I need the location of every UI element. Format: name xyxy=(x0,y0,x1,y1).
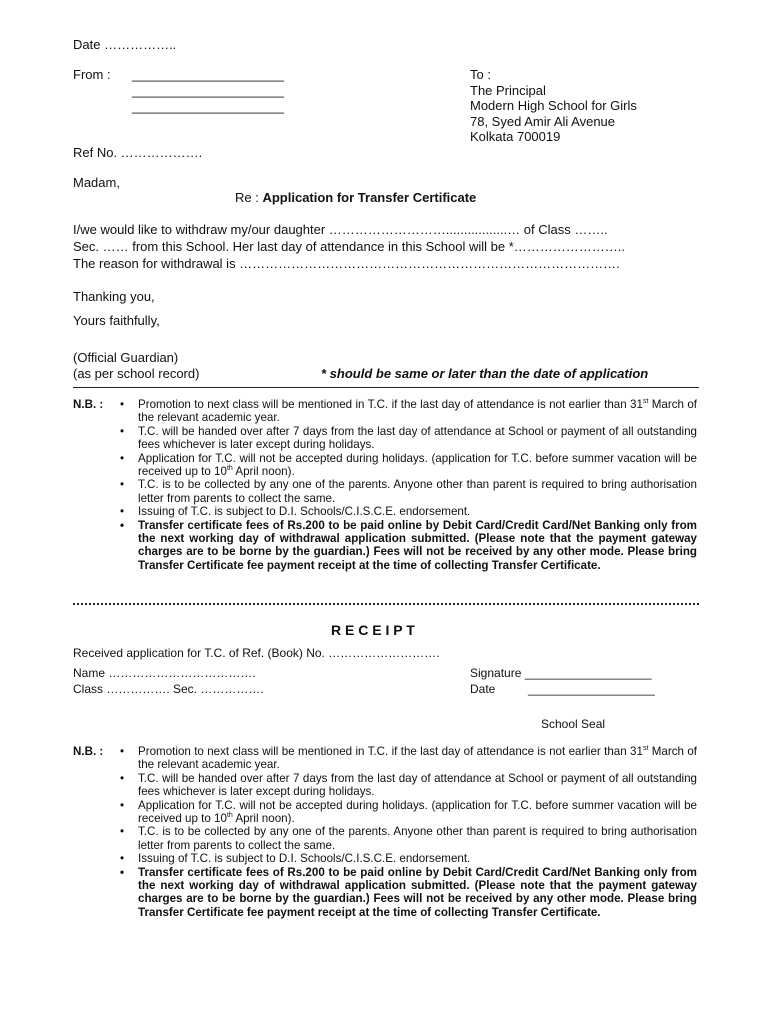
guardian-note: (as per school record) xyxy=(73,366,200,381)
receipt-class-line: Class ……………. Sec. ……………. xyxy=(73,682,264,696)
subject-line xyxy=(235,190,476,206)
receipt-date-blank: ___________________ xyxy=(528,682,655,696)
nb-item: • T.C. will be handed over after 7 days from the last day of attendance at School or payment of all outstanding fees whichever is later except during holidays. xyxy=(138,772,697,799)
nb-list-2 xyxy=(138,745,697,919)
nb-item: • Issuing of T.C. is subject to D.I. Schools/C.I.S.C.E. endorsement. xyxy=(138,505,697,518)
nb-item: • Promotion to next class will be mentioned in T.C. if the last day of attendance is not earlier than 31st March of the relevant academic year. xyxy=(138,398,697,425)
receipt-date-label: Date xyxy=(470,682,496,696)
to-address-block xyxy=(470,67,637,145)
from-line-3: _____________________ xyxy=(132,99,284,114)
nb-item: • T.C. is to be collected by any one of the parents. Anyone other than parent is required to bring authorisation letter from parents to collect the same. xyxy=(138,478,697,505)
nb-item: • Promotion to next class will be mentioned in T.C. if the last day of attendance is not earlier than 31st March of the relevant academic year. xyxy=(138,745,697,772)
salutation: Madam, xyxy=(73,175,120,190)
to-line-4: Kolkata 700019 xyxy=(470,129,561,145)
cut-line xyxy=(73,603,699,605)
to-label: To : xyxy=(470,67,491,82)
re-label: Re : xyxy=(235,190,259,205)
nb-label-1: N.B. : xyxy=(73,398,104,411)
received-line: Received application for T.C. of Ref. (Book) No. ………………………. xyxy=(73,646,440,660)
nb-item-fees: • Transfer certificate fees of Rs.200 to be paid online by Debit Card/Credit Card/Net Banking only from the next working day of withdrawal application submitted. (Please note that the payment gateway charges are to be borne by the guardian.) Fees will not be received by any other mode. Please bring Transfer Certificate fee payment receipt at the time of collecting Transfer Certificate. xyxy=(138,866,697,920)
nb-label-2: N.B. : xyxy=(73,745,104,758)
nb-item: • Application for T.C. will not be accepted during holidays. (application for T.C. before summer vacation will be received up to 10th April noon). xyxy=(138,799,697,826)
from-label: From : xyxy=(73,67,111,82)
body-line-2: Sec. …… from this School. Her last day of attendance in this School will be *…………………….. xyxy=(73,239,625,254)
nb-item-fees: • Transfer certificate fees of Rs.200 to be paid online by Debit Card/Credit Card/Net Banking only from the next working day of withdrawal application submitted. (Please note that the payment gateway charges are to be borne by the guardian.) Fees will not be received by any other mode. Please bring Transfer Certificate fee payment receipt at the time of collecting Transfer Certificate. xyxy=(138,519,697,573)
signature-line: Signature ___________________ xyxy=(470,666,652,680)
nb-item: • T.C. will be handed over after 7 days from the last day of attendance at School or payment of all outstanding fees whichever is later except during holidays. xyxy=(138,425,697,452)
date-line: Date …………….. xyxy=(73,37,177,52)
divider-top xyxy=(73,387,699,388)
footnote: * should be same or later than the date of application xyxy=(321,366,649,381)
school-seal: School Seal xyxy=(541,717,606,731)
to-line-3: 78, Syed Amir Ali Avenue xyxy=(470,113,616,129)
receipt-title: R E C E I P T xyxy=(331,622,415,638)
nb-item: • Application for T.C. will not be accepted during holidays. (application for T.C. before summer vacation will be received up to 10th April noon). xyxy=(138,452,697,479)
to-line-1: The Principal xyxy=(470,82,546,98)
receipt-name-line: Name ………………………………. xyxy=(73,666,256,680)
closing: Yours faithfully, xyxy=(73,313,160,328)
nb-list-1 xyxy=(138,398,697,572)
nb-item: • T.C. is to be collected by any one of the parents. Anyone other than parent is required to bring authorisation letter from parents to collect the same. xyxy=(138,825,697,852)
body-line-1: I/we would like to withdraw my/our daughter ……………………….................… of Class …….. xyxy=(73,222,608,237)
nb-item: • Issuing of T.C. is subject to D.I. Schools/C.I.S.C.E. endorsement. xyxy=(138,852,697,865)
body-line-3: The reason for withdrawal is ……………………………………………………………………………. xyxy=(73,256,620,271)
from-address-block xyxy=(132,67,284,115)
from-line-1: _____________________ xyxy=(132,67,284,82)
subject: Application for Transfer Certificate xyxy=(262,190,477,205)
ref-line: Ref No. ………………. xyxy=(73,145,203,160)
from-line-2: _____________________ xyxy=(132,83,284,98)
thanks: Thanking you, xyxy=(73,289,155,304)
to-line-2: Modern High School for Girls xyxy=(470,98,637,114)
guardian: (Official Guardian) xyxy=(73,350,179,365)
